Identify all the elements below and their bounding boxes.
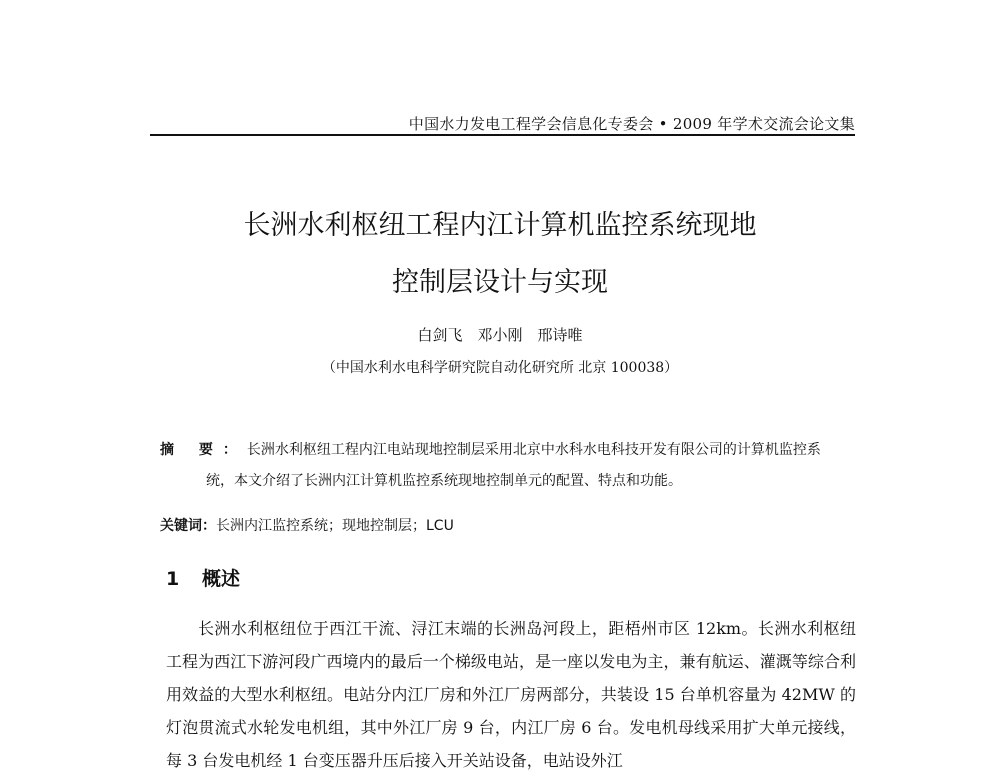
abstract-line-1: 长洲水利枢纽工程内江电站现地控制层采用北京中水科水电科技开发有限公司的计算机监控系: [246, 442, 821, 458]
header-rule: [150, 134, 855, 136]
body-paragraph: 长洲水利枢纽位于西江干流、浔江末端的长洲岛河段上，距梧州市区 12km。长洲水利枢纽工程为西江下游河段广西境内的最后一个梯级电站，是一座以发电为主，兼有航运、灌溉等综合利用效益的大型水利枢纽。电站分内江厂房和外江厂房两部分，共装设 15 台单机容量为 42MW 的灯泡贯流式水轮发电机组，其中外江厂房 9 台，内江厂房 6 台。发电机母线采用扩大单元接线，每 3 台发电机经 1 台变压器升压后接入开关站设备，电站设外江: [166, 619, 856, 770]
abstract-line-2: 统，本文介绍了长洲内江计算机监控系统现地控制单元的配置、特点和功能。: [206, 473, 682, 489]
affiliation: （中国水利水电科学研究院自动化研究所 北京 100038）: [321, 360, 679, 376]
running-header: 中国水力发电工程学会信息化专委会 • 2009 年学术交流会论文集: [408, 115, 855, 133]
authors: 白剑飞 邓小刚 邢诗唯: [417, 326, 583, 344]
section-title: 概述: [202, 568, 241, 590]
keywords-label: 关键词：: [160, 518, 216, 534]
paper-title-line-2: 控制层设计与实现: [392, 267, 608, 298]
paper-title-line-1: 长洲水利枢纽工程内江计算机监控系统现地: [243, 210, 757, 241]
section-heading: [166, 564, 240, 591]
abstract: [160, 435, 860, 497]
section-number: 1: [166, 568, 180, 590]
keywords-text: 长洲内江监控系统；现地控制层；LCU: [216, 518, 454, 534]
abstract-label: 摘 要：: [160, 442, 247, 458]
keywords: [160, 515, 860, 535]
